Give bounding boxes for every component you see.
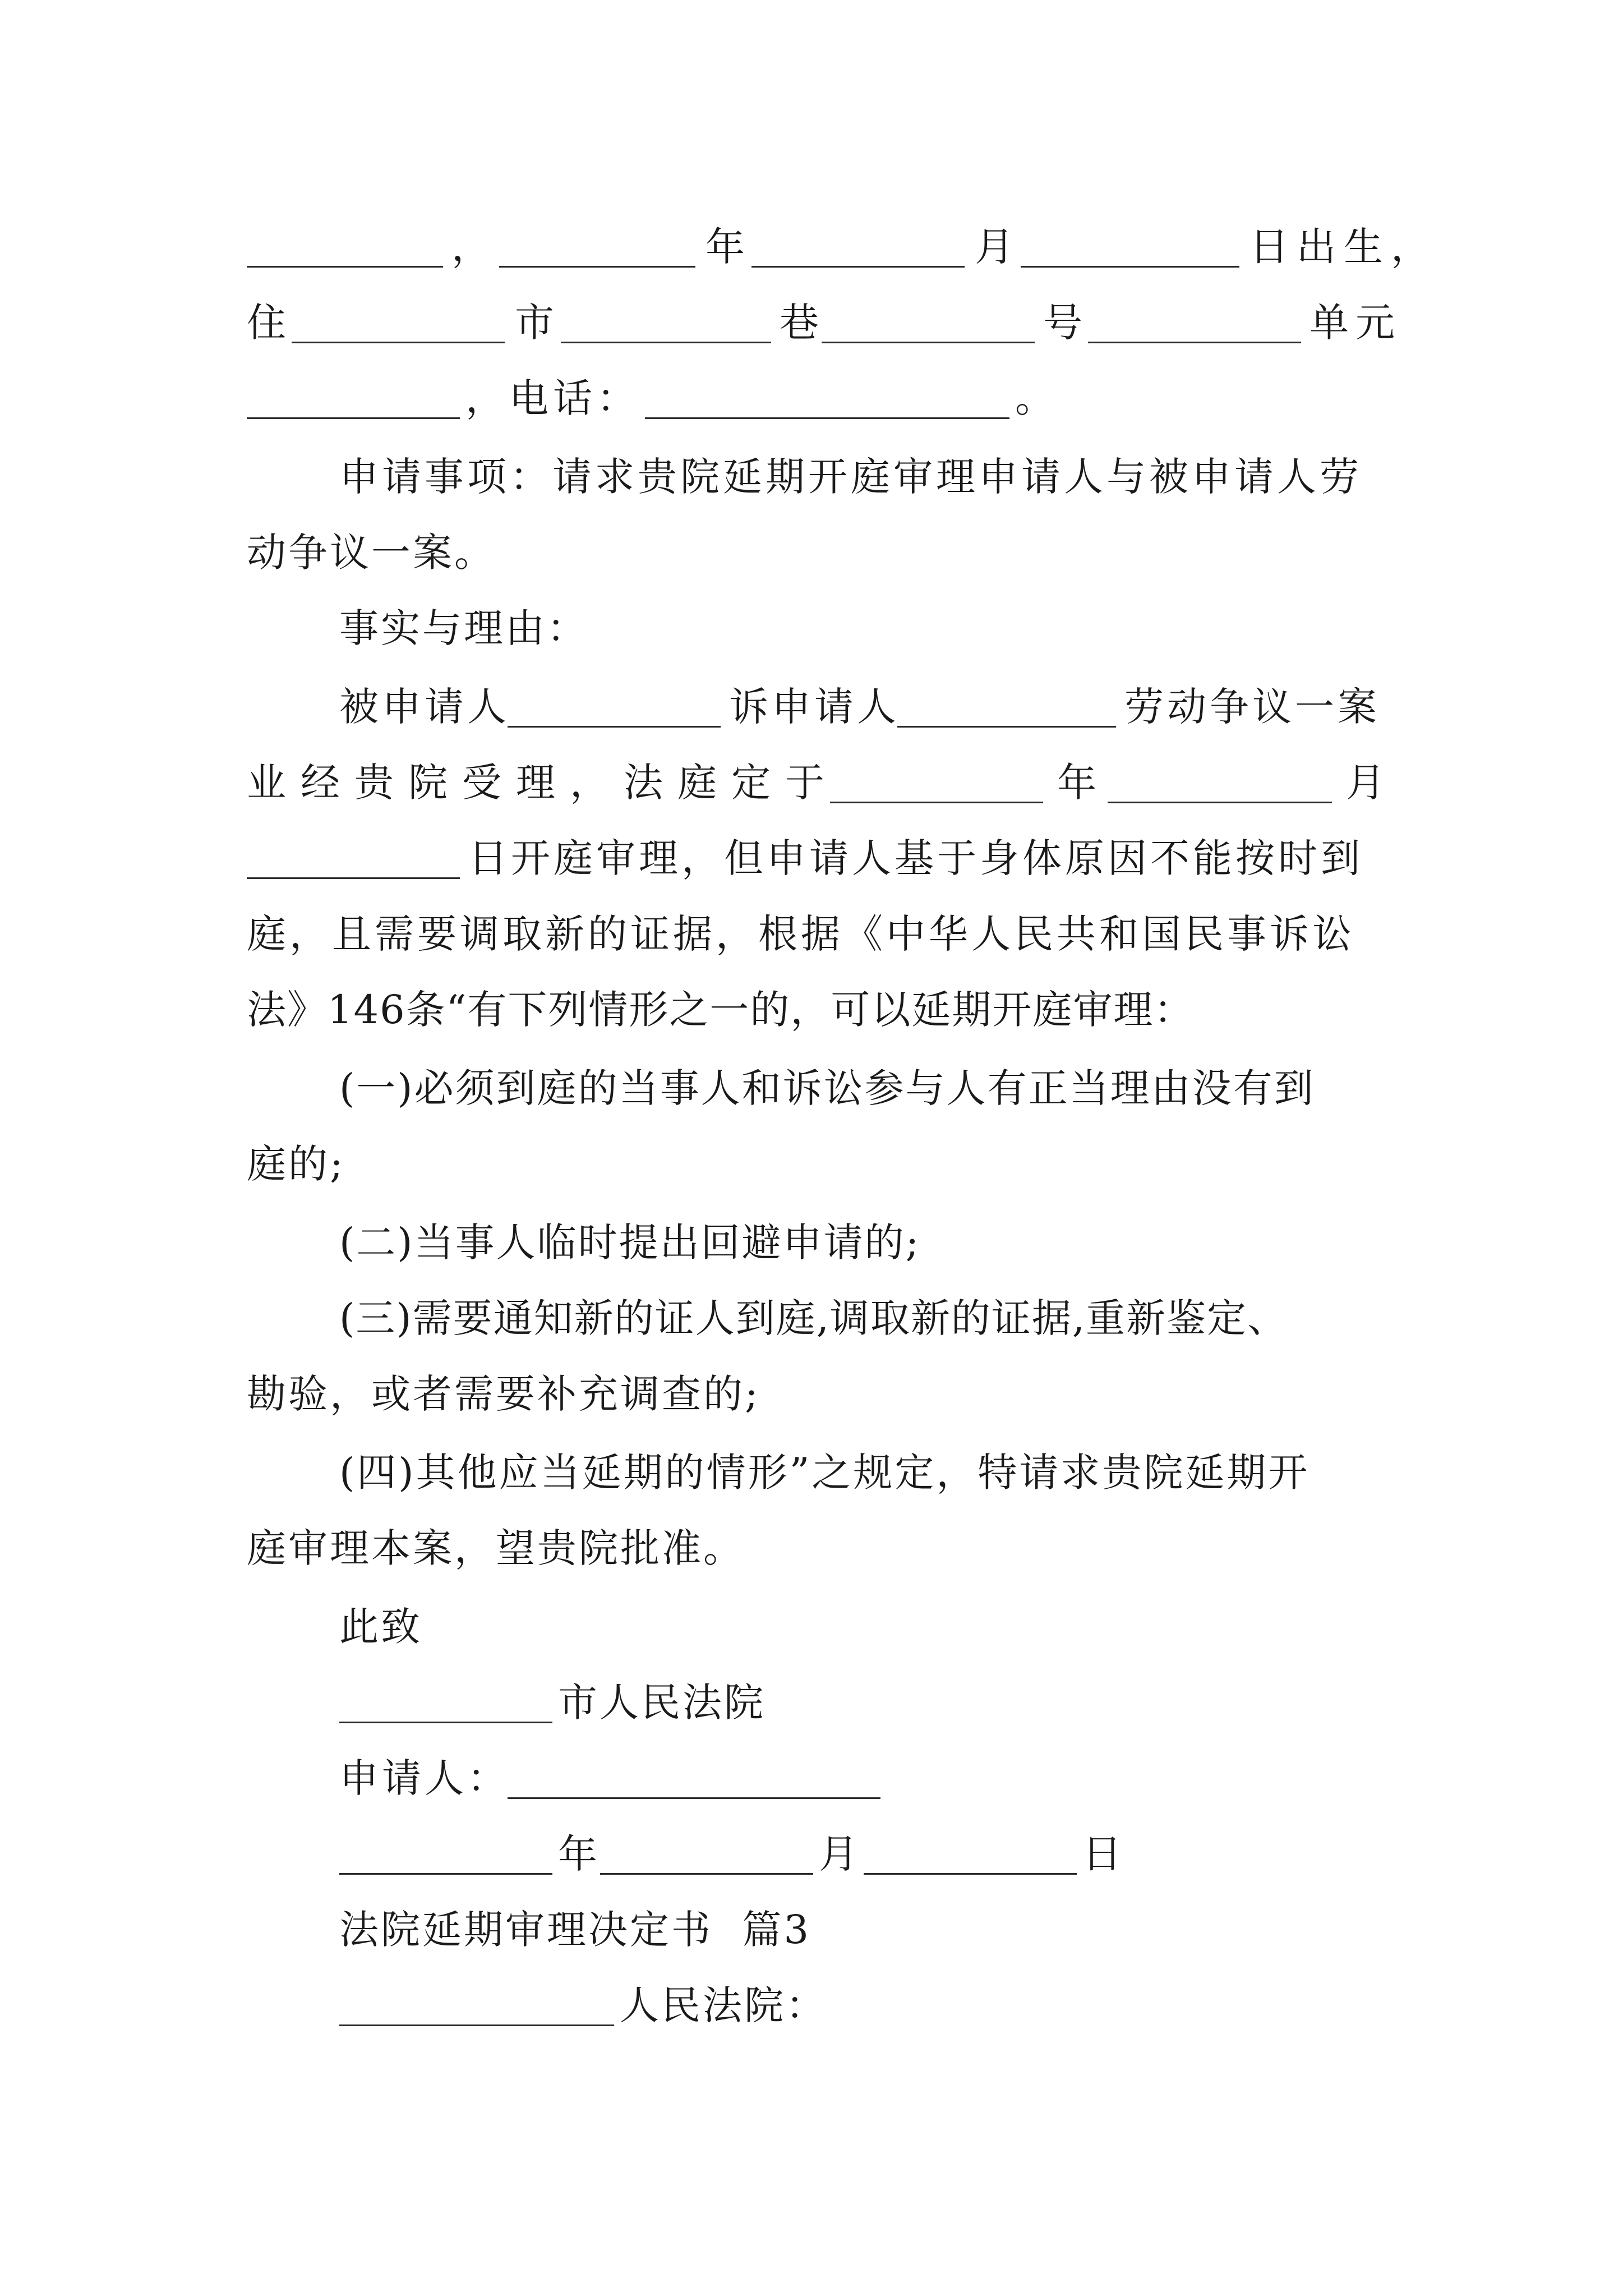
blank-field — [561, 342, 771, 343]
blank-field — [508, 1797, 880, 1799]
facts-line-3 — [0, 819, 1623, 898]
month-label: 月 — [975, 224, 1014, 270]
blank-field — [897, 726, 1116, 728]
court-line — [0, 1663, 1623, 1742]
birth-line — [0, 208, 1623, 286]
item-3-text: (三)需要通知新的证人到庭,调取新的证据,重新鉴定、 — [339, 1295, 1288, 1341]
period-text: 。 — [1015, 375, 1054, 421]
blank-field — [645, 417, 1009, 419]
item-3-line-2 — [0, 1355, 1623, 1433]
blank-field — [499, 266, 695, 268]
dispute-label: 劳动争议一案 — [1124, 684, 1380, 730]
phone-label: ，电话： — [465, 375, 640, 421]
facts-line-4 — [0, 895, 1623, 973]
request-paragraph-cont — [0, 513, 1623, 592]
blank-field — [822, 342, 1035, 343]
facts-heading: 事实与理由： — [339, 605, 588, 651]
year-label: 年 — [706, 224, 745, 270]
phone-line — [0, 359, 1623, 438]
item-1-text: (一)必须到庭的当事人和诉讼参与人有正当理由没有到 — [339, 1065, 1315, 1111]
date-line — [0, 1815, 1623, 1893]
birth-day-label: 日出生， — [1249, 224, 1438, 270]
salutation-line — [0, 1588, 1623, 1666]
blank-field — [751, 266, 965, 268]
respondent-label: 被申请人 — [339, 684, 510, 730]
unit-label: 单元 — [1310, 300, 1401, 346]
item-4-text: (四)其他应当延期的情形”之规定，特请求贵院延期开 — [339, 1450, 1310, 1496]
year-label: 年 — [1057, 760, 1096, 806]
request-paragraph — [0, 438, 1623, 516]
facts-line-5 — [0, 970, 1623, 1049]
blank-field — [339, 2024, 614, 2026]
item-4-line-2 — [0, 1509, 1623, 1588]
item-1-line-1 — [0, 1049, 1623, 1128]
blank-field — [830, 802, 1043, 803]
blank-field — [292, 342, 505, 343]
evidence-text: 庭，且需要调取新的证据，根据《中华人民共和国民事诉讼 — [247, 911, 1355, 957]
request-line-2: 动争议一案。 — [247, 530, 496, 576]
day-label: 日 — [1082, 1831, 1122, 1877]
section-court-line — [0, 1966, 1623, 2045]
lane-label: 巷 — [780, 300, 819, 346]
item-4-text-cont: 庭审理本案，望贵院批准。 — [247, 1525, 745, 1571]
blank-field — [339, 1873, 552, 1875]
year-label: 年 — [558, 1831, 597, 1877]
item-2-line — [0, 1203, 1623, 1282]
section-title: 法院延期审理决定书 篇3 — [339, 1907, 811, 1953]
blank-field — [508, 726, 721, 728]
item-1-text-cont: 庭的; — [247, 1141, 345, 1187]
blank-field — [1021, 266, 1239, 268]
blank-field — [864, 1873, 1077, 1875]
address-line — [0, 283, 1623, 362]
section-court-label: 人民法院： — [620, 1982, 827, 2028]
item-3-text-cont: 勘验，或者需要补充调查的; — [247, 1371, 760, 1417]
item-1-line-2 — [0, 1125, 1623, 1203]
facts-line-1 — [0, 668, 1623, 746]
applicant-label: 申请人： — [339, 1755, 510, 1801]
court-name-label: 市人民法院 — [558, 1680, 766, 1726]
comma-text: ， — [451, 224, 491, 270]
section-title-line — [0, 1890, 1623, 1969]
request-line-1: 申请事项：请求贵院延期开庭审理申请人与被申请人劳 — [339, 454, 1362, 500]
blank-field — [247, 417, 460, 419]
blank-field — [600, 1873, 813, 1875]
item-2-text: (二)当事人临时提出回避申请的; — [339, 1220, 921, 1266]
number-label: 号 — [1043, 300, 1082, 346]
law-citation-text: 法》146条“有下列情形之一的，可以延期开庭审理： — [247, 987, 1195, 1033]
blank-field — [1108, 802, 1332, 803]
blank-field — [1088, 342, 1301, 343]
item-3-line-1 — [0, 1279, 1623, 1358]
applicant-line — [0, 1739, 1623, 1818]
item-4-line-1 — [0, 1433, 1623, 1512]
facts-line-2 — [0, 743, 1623, 822]
salutation: 此致 — [339, 1604, 422, 1650]
month-label: 月 — [1346, 760, 1385, 806]
sues-label: 诉申请人 — [729, 684, 900, 730]
residence-label: 住 — [247, 300, 286, 346]
month-label: 月 — [819, 1831, 858, 1877]
city-label: 市 — [515, 300, 554, 346]
hearing-text: 日开庭审理，但申请人基于身体原因不能按时到 — [468, 835, 1363, 881]
blank-field — [247, 266, 443, 268]
facts-heading-line — [0, 589, 1623, 668]
accepted-label: 业经贵院受理，法庭定于 — [247, 760, 839, 806]
blank-field — [247, 877, 460, 879]
blank-field — [339, 1722, 552, 1723]
